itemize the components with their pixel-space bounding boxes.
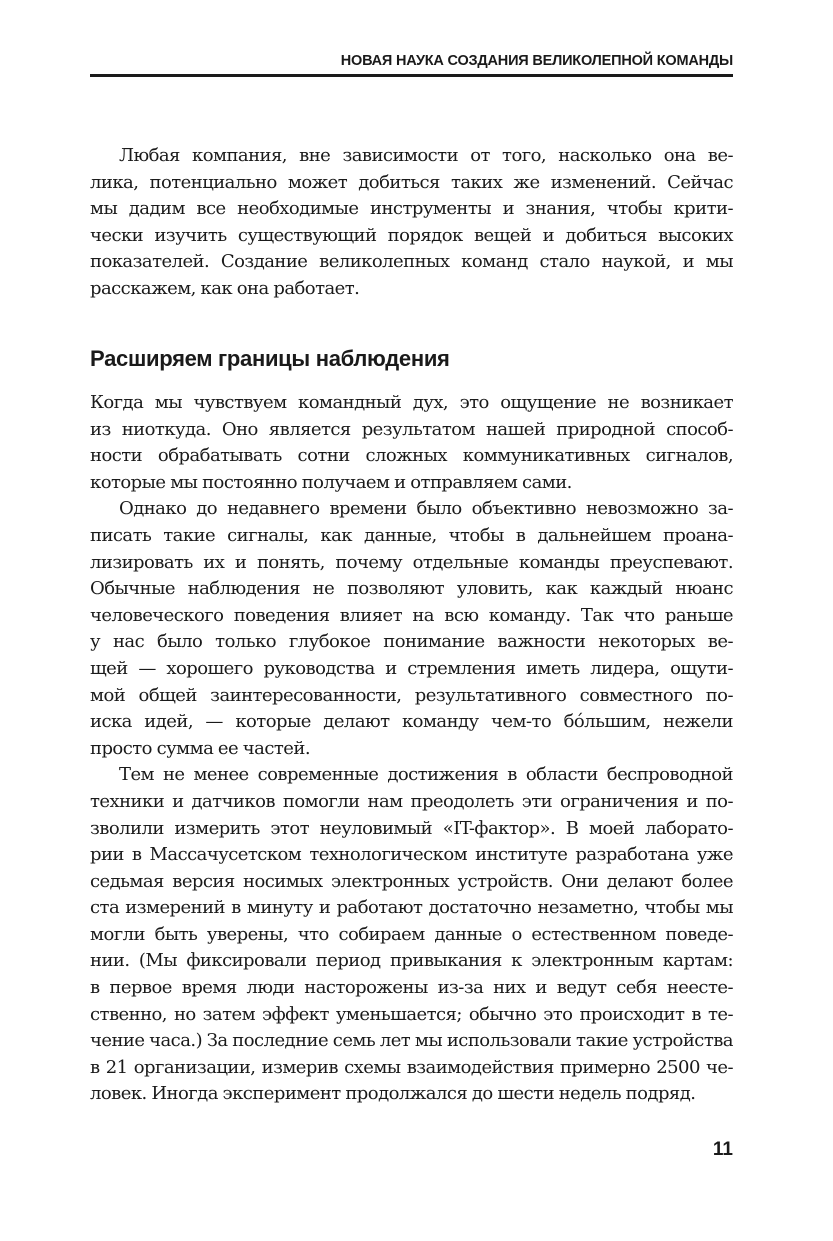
paragraph-1 [90,390,733,496]
header-rule [90,74,733,77]
page-number: 11 [712,1139,733,1160]
text-line: Любая компания, вне зависимости от того, насколько она ве- [119,145,733,166]
text-line: иска идей, — которые делают команду чем-то бóльшим, нежели [90,711,733,733]
text-line: ста измерений в минуту и работают достаточно незаметно, чтобы мы [90,897,733,919]
text-line: седьмая версия носимых электронных устройств. Они делают более [90,870,733,892]
text-line: писать такие сигналы, как данные, чтобы в дальнейшем проана- [90,524,733,546]
body-paragraphs [90,390,733,1108]
text-line: чески изучить существующий порядок вещей и добиться высоких [90,224,733,246]
text-line: в первое время люди насторожены из-за них и ведут себя неесте- [90,977,733,999]
text-line: человеческого поведения влияет на всю команду. Так что раньше [90,604,733,626]
text-line: чение часа.) За последние семь лет мы использовали такие устройства [90,1030,733,1052]
text-line: мы дадим все необходимые инструменты и знания, чтобы крити- [90,198,733,220]
text-line: у нас было только глубокое понимание важности некоторых ве- [90,631,733,653]
text-line: нии. (Мы фиксировали период привыкания к электронным картам: [90,950,733,972]
text-line: которые мы постоянно получаем и отправляем сами. [90,471,572,493]
text-line: просто сумма ее частей. [90,737,310,759]
text-line: лика, потенциально может добиться таких же изменений. Сейчас [90,171,733,193]
paragraph-2 [90,496,733,762]
text-line: ственно, но затем эффект уменьшается; обычно это происходит в те- [90,1003,733,1025]
text-line: показателей. Создание великолепных команд стало наукой, и мы [90,251,733,273]
text-line: Однако до недавнего времени было объективно невозможно за- [119,498,733,520]
text-line: расскажем, как она работает. [90,277,360,299]
text-line: рии в Массачусетском технологическом институте разработана уже [90,844,733,866]
text-line: ловек. Иногда эксперимент продолжался до шести недель подряд. [90,1083,696,1105]
text-line: зволили измерить этот неуловимый «IT-фактор». В моей лаборато- [90,817,733,839]
text-line: щей — хорошего руководства и стремления иметь лидера, ощути- [90,657,733,679]
text-line: в 21 организации, измерив схемы взаимодействия примерно 2500 че- [90,1056,733,1078]
text-line: из ниоткуда. Оно является результатом нашей природной способ- [90,418,733,440]
text-line: Когда мы чувствуем командный дух, это ощущение не возникает [90,392,733,413]
text-line: техники и датчиков помогли нам преодолеть эти ограничения и по- [90,790,733,812]
text-line: мой общей заинтересованности, результативного совместного по- [90,684,733,706]
intro-paragraph [90,143,733,303]
text-line: ности обрабатывать сотни сложных коммуникативных сигналов, [90,445,733,467]
text-line: Тем не менее современные достижения в области беспроводной [119,764,733,786]
section-heading: Расширяем границы наблюдения [90,346,450,371]
running-head: НОВАЯ НАУКА СОЗДАНИЯ ВЕЛИКОЛЕПНОЙ КОМАНДЫ [340,53,733,69]
text-line: могли быть уверены, что собираем данные о естественном поведе- [90,923,733,945]
paragraph-3 [90,762,733,1108]
text-line: лизировать их и понять, почему отдельные команды преуспевают. [90,551,733,573]
text-line: Обычные наблюдения не позволяют уловить, как каждый нюанс [90,578,733,600]
